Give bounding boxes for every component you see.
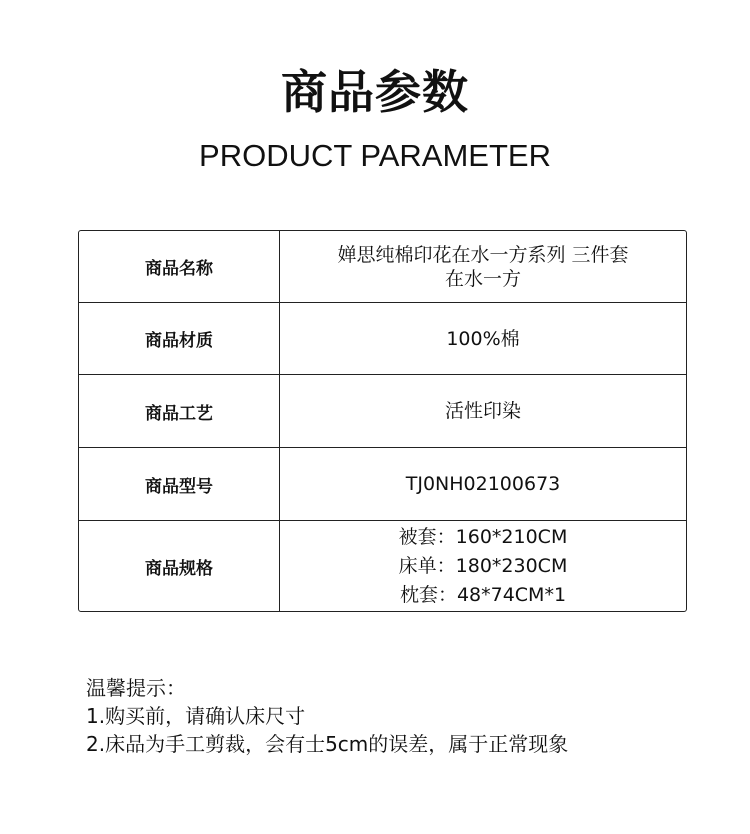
row-label-name: 商品名称 (79, 231, 280, 303)
value-line: 床单：180*230CM (398, 554, 568, 577)
row-label-material: 商品材质 (79, 303, 280, 375)
value-line: 活性印染 (444, 400, 521, 422)
value-line: 婵思纯棉印花在水一方系列 三件套 (337, 243, 629, 266)
value-line: 100%棉 (446, 327, 520, 350)
row-value-model (280, 448, 686, 521)
parameter-table (78, 230, 687, 612)
row-value-name (280, 231, 686, 303)
table-row (79, 303, 686, 375)
page-title: 商品参数 (281, 65, 469, 119)
row-label-craft: 商品工艺 (79, 375, 280, 448)
row-label-model: 商品型号 (79, 448, 280, 521)
table-row (79, 375, 686, 448)
row-value-spec (280, 521, 686, 611)
tips-section (86, 674, 568, 758)
row-value-material (280, 303, 686, 375)
page-subtitle: PRODUCT PARAMETER (199, 138, 551, 173)
value-line: 被套：160*210CM (398, 525, 568, 548)
value-line: 枕套：48*74CM*1 (399, 583, 567, 606)
value-line: TJ0NH02100673 (405, 473, 561, 495)
table-row (79, 521, 686, 611)
table-row (79, 448, 686, 521)
tips-heading: 温馨提示： (86, 676, 186, 700)
row-label-spec: 商品规格 (79, 521, 280, 611)
value-line: 在水一方 (444, 267, 521, 290)
tips-item: 1.购买前，请确认床尺寸 (86, 704, 306, 728)
tips-item: 2.床品为手工剪裁，会有士5cm的误差，属于正常现象 (86, 732, 569, 756)
row-value-craft (280, 375, 686, 448)
table-row (79, 231, 686, 303)
